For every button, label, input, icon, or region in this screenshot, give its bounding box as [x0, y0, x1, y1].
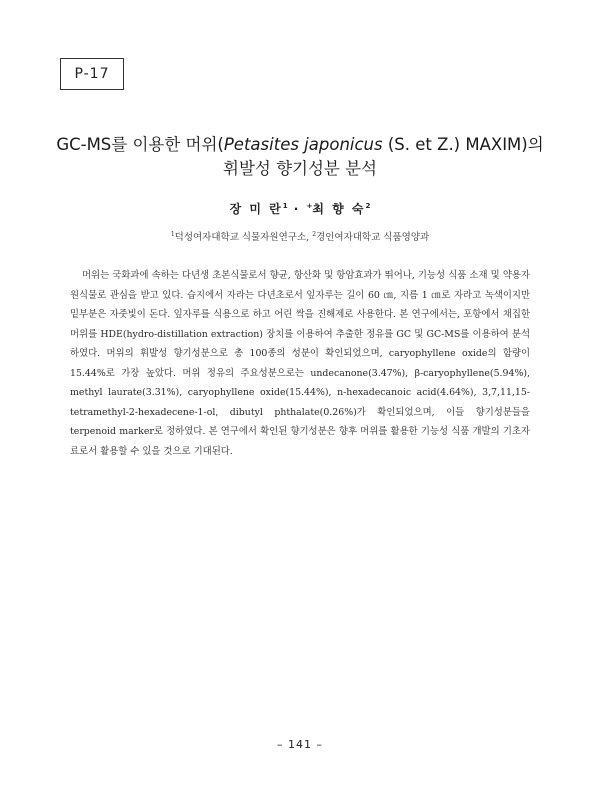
author-2-sup: 2 [365, 202, 371, 210]
author-1-sup: 1 [282, 202, 288, 210]
affiliation-line [40, 229, 560, 243]
title-line-1 [40, 133, 560, 157]
page-number: – 141 – [277, 738, 323, 751]
affiliation-1-sup: 1 [170, 230, 175, 238]
author-2: 최 향 숙 [312, 202, 366, 216]
abstract-paragraph: 머위는 국화과에 속하는 다년생 초본식물로서 향균, 항산화 및 항암효과가 뛰어나, 기능성 식품 소재 및 약용자원식물로 관심을 받고 있다. 습지에서 자라는 다년초로서 잎자루는 길이 60 ㎝, 지름 1 ㎝로 자라고 녹색이지만 밑부분은 자줏빛이 돈다. 잎자루를 식용으로 하고 어린 싹을 진해제로 사용한다. 본 연구에서는, 포항에서 채집한 머위를 HDE(hydro-distillation extraction) 장치를 이용하여 추출한 정유를 GC 및 GC-MS를 이용하여 분석하였다. 머위의 휘발성 향기성분으로 총 100종의 성분이 확인되었으며, caryophyllene oxide의 함량이 15.44%로 가장 높았다. 머위 정유의 주요성분으로는 undecanone(3.47%), β-caryophyllene(5.94%), methyl laurate(3.31%), caryophyllene oxide(15.44%), n-hexadecanoic acid(4.64%), 3,7,11,15-tetramethyl-2-hexadecene-1-ol, dibutyl phthalate(0.26%)가 확인되었으며, 이들 향기성분들을 terpenoid marker로 정하였다. 본 연구에서 확인된 향기성분은 향후 머위를 활용한 기능성 식품 개발의 기초자료로서 활용할 수 있을 것으로 기대된다. [70, 270, 530, 457]
author-line [40, 200, 560, 217]
paper-title [40, 133, 560, 181]
poster-id-box [60, 58, 124, 90]
affiliation-2-sup: 2 [312, 230, 317, 238]
affiliation-2: 경인여자대학교 식품영양과 [316, 232, 430, 243]
author-1: 장 미 란 [229, 202, 283, 216]
title-prefix: GC-MS를 이용한 머위( [56, 135, 224, 154]
author-separator: · [287, 202, 307, 216]
poster-id: P-17 [74, 66, 110, 82]
title-line-2: 휘발성 향기성분 분석 [223, 159, 377, 178]
title-species: Petasites japonicus [223, 135, 383, 154]
affiliation-1: 덕성여자대학교 식물자원연구소, [174, 232, 310, 243]
corresponding-mark: + [306, 202, 313, 210]
abstract-body [70, 266, 530, 461]
title-suffix: (S. et Z.) MAXIM)의 [382, 135, 544, 154]
